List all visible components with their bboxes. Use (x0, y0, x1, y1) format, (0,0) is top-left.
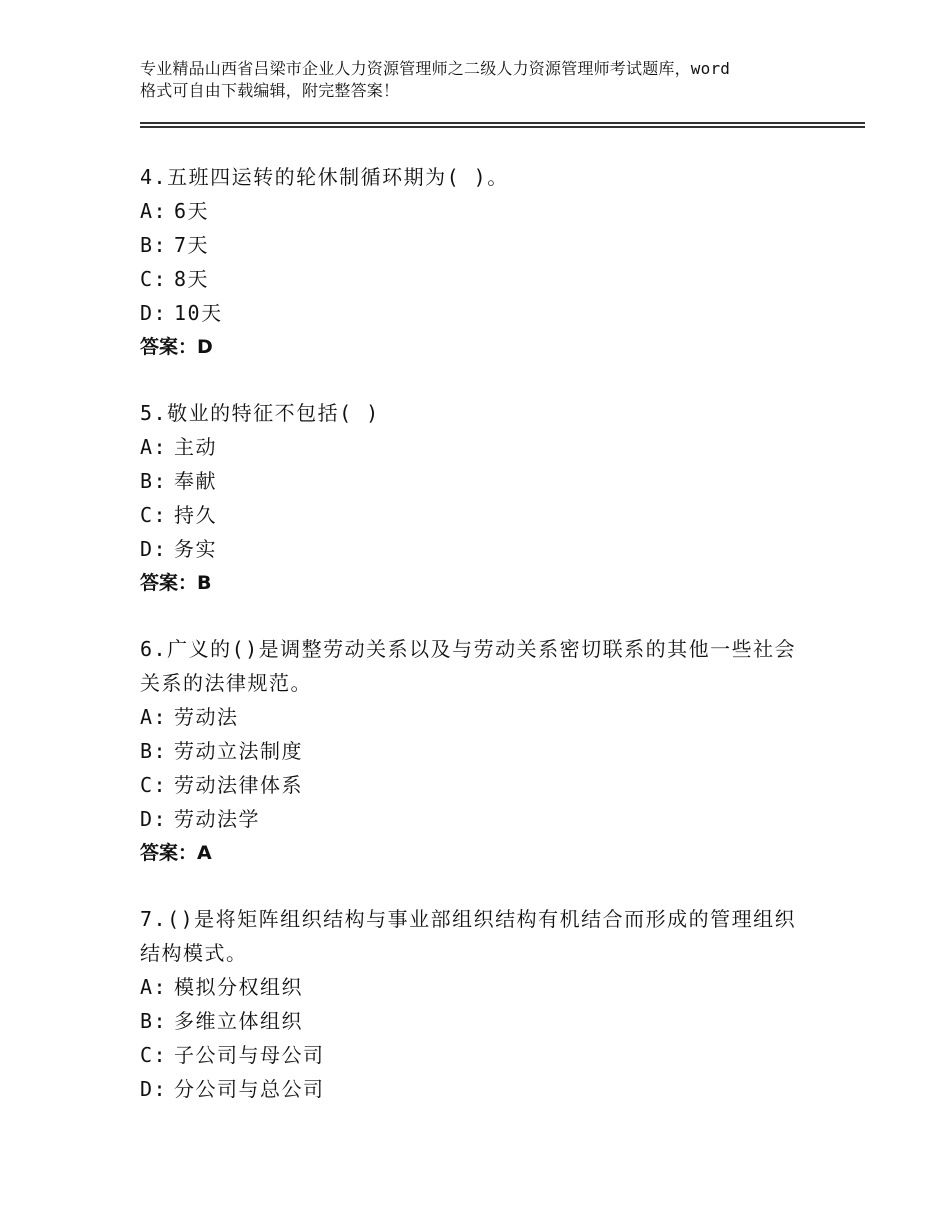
option-letter: C: (140, 773, 168, 797)
answer-key: 答案：A (140, 842, 212, 864)
option-letter: B: (140, 233, 168, 257)
question-stem: 7.()是将矩阵组织结构与事业部组织结构有机结合而形成的管理组织结构模式。 (140, 907, 797, 965)
option-text: 劳动法律体系 (174, 773, 303, 797)
header-line-2: 格式可自由下载编辑，附完整答案！ (140, 81, 400, 100)
question-stem: 5.敬业的特征不包括( ) (140, 401, 380, 425)
answer-key: 答案：D (140, 336, 213, 358)
document-header (140, 58, 865, 102)
option-letter: D: (140, 301, 168, 325)
option-text: 多维立体组织 (174, 1009, 303, 1033)
question-stem: 6.广义的()是调整劳动关系以及与劳动关系密切联系的其他一些社会关系的法律规范。 (140, 637, 797, 695)
question-block (140, 902, 865, 1106)
answer-option (140, 430, 865, 464)
option-text: 10天 (174, 301, 223, 325)
option-letter: B: (140, 1009, 168, 1033)
answer-option (140, 802, 865, 836)
question-block (140, 160, 865, 364)
option-text: 6天 (174, 199, 210, 223)
answer-option (140, 970, 865, 1004)
header-divider-thin (140, 127, 865, 128)
answer-option (140, 1004, 865, 1038)
question-block (140, 396, 865, 600)
option-letter: D: (140, 807, 168, 831)
option-text: 务实 (174, 537, 217, 561)
option-text: 劳动立法制度 (174, 739, 303, 763)
option-text: 劳动法 (174, 705, 239, 729)
answer-option (140, 296, 865, 330)
answer-option (140, 734, 865, 768)
option-letter: C: (140, 1043, 168, 1067)
option-letter: D: (140, 1077, 168, 1101)
answer-option (140, 1072, 865, 1106)
option-letter: B: (140, 469, 168, 493)
answer-option (140, 768, 865, 802)
option-letter: C: (140, 267, 168, 291)
document-page (140, 58, 865, 1138)
question-stem: 4.五班四运转的轮休制循环期为( )。 (140, 165, 509, 189)
answer-option (140, 228, 865, 262)
option-text: 8天 (174, 267, 210, 291)
answer-option (140, 700, 865, 734)
question-list (140, 160, 865, 1106)
option-text: 7天 (174, 233, 210, 257)
option-text: 分公司与总公司 (174, 1077, 325, 1101)
option-letter: D: (140, 537, 168, 561)
header-divider (140, 122, 865, 124)
answer-option (140, 532, 865, 566)
header-line-1: 专业精品山西省吕梁市企业人力资源管理师之二级人力资源管理师考试题库，word (140, 59, 731, 78)
option-letter: A: (140, 435, 168, 459)
question-block (140, 632, 865, 870)
answer-option (140, 262, 865, 296)
answer-option (140, 498, 865, 532)
option-letter: A: (140, 975, 168, 999)
option-text: 模拟分权组织 (174, 975, 303, 999)
option-text: 奉献 (174, 469, 217, 493)
option-letter: A: (140, 199, 168, 223)
answer-key: 答案：B (140, 572, 212, 594)
option-letter: A: (140, 705, 168, 729)
answer-option (140, 464, 865, 498)
option-text: 子公司与母公司 (174, 1043, 325, 1067)
option-text: 劳动法学 (174, 807, 260, 831)
option-text: 持久 (174, 503, 217, 527)
option-letter: C: (140, 503, 168, 527)
option-letter: B: (140, 739, 168, 763)
answer-option (140, 1038, 865, 1072)
option-text: 主动 (174, 435, 217, 459)
answer-option (140, 194, 865, 228)
